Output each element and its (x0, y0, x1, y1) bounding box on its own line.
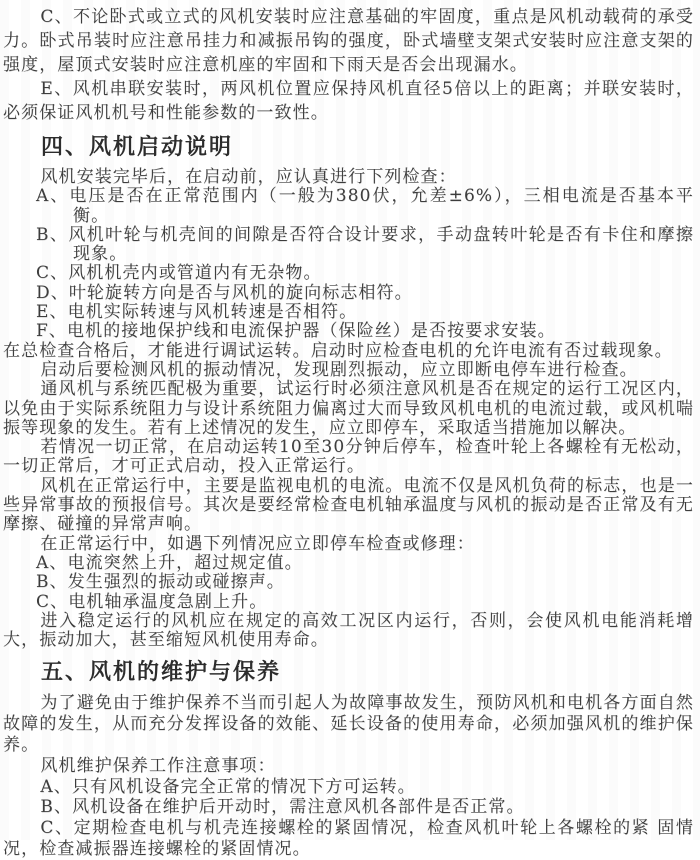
maintenance-note-b: B、风机设备在维护后开动时，需注意风机各部件是否正常。 (40, 797, 525, 818)
maintenance-section (3, 693, 694, 859)
section-heading-startup: 四、风机启动说明 (41, 135, 234, 160)
maintenance-note-a: A、只有风机设备完全正常的情况下方可运转。 (40, 776, 416, 797)
maintenance-note-c: C、定期检查电机与机壳连接螺栓的紧固情况，检查风机叶轮上各螺栓的紧 固情况，检查减振器连接螺栓的紧固情况。 (3, 818, 694, 859)
paragraph-maintenance-purpose: 为了避免由于维护保养不当而引起人为故障事故发生，预防风机和电机各方面自然故障的发生，从而充分发挥设备的效能、延长设备的使用寿命，必须加强风机的维护保养。 (3, 693, 694, 756)
stop-condition-c: C、电机轴承温度急剧上升。 (36, 591, 268, 612)
paragraph-install-item-c: C、不论卧式或立式的风机安装时应注意基础的牢固度，重点是风机动载荷的承受力。卧式吊装时应注意吊挂力和减振吊钩的强度，卧式墙壁支架式安装时应注意支架的强度，屋顶式安装时应注意机座的牢固和下雨天是否会出现漏水。 (3, 7, 694, 75)
paragraph-maintenance-notes-lead: 风机维护保养工作注意事项： (40, 755, 276, 776)
check-item-f: F、电机的接地保护线和电流保护器（保险丝）是否按要求安装。 (36, 321, 556, 342)
installation-section-tail (3, 5, 694, 125)
paragraph-system-matching: 通风机与系统匹配极为重要，试运行时必须注意风机是否在规定的运行工况区内，以免由于实际系统阻力与设计系统阻力偏离过大而导致风机电机的电流过载，或风机喘振等现象的发生。若有上述情况的发生，应立即停车，采取适当措施加以解决。 (3, 379, 694, 438)
check-item-e: E、电机实际转速与风机转速是否相符。 (36, 302, 358, 323)
paragraph-normal-operation: 风机在正常运行中，主要是监视电机的电流。电流不仅是风机负荷的标志，也是一些异常事故的预报信号。其次是要经常检查电机轴承温度与风机的振动是否正常及有无摩擦、碰撞的异常声响。 (3, 475, 694, 535)
paragraph-install-item-e: E、风机串联安装时，两风机位置应保持风机直径5倍以上的距离；并联安装时，必须保证风机机号和性能参数的一致性。 (3, 79, 694, 123)
section-heading-maintenance: 五、风机的维护与保养 (41, 660, 282, 686)
check-item-a: A、电压是否在正常范围内（一般为380伏，允差±6%），三相电流是否基本平衡。 (36, 186, 694, 226)
check-item-c: C、风机机壳内或管道内有无杂物。 (36, 263, 322, 284)
startup-section (3, 168, 694, 650)
paragraph-checklist-lead: 风机安装完毕后，在启动前，应认真进行下列检查： (40, 167, 457, 187)
paragraph-stop-conditions-lead: 在正常运行中，如遇下列情况应立即停车检查或修理： (40, 533, 475, 554)
paragraph-after-checks: 在总检查合格后，才能进行调试运转。启动时应检查电机的允许电流有否过载现象。 (3, 340, 673, 361)
paragraph-trial-run: 若情况一切正常，在启动运转10至30分钟后停车，检查叶轮上各螺栓有无松动，一切正常后，才可正式启动，投入正常运行。 (3, 437, 694, 477)
check-item-b: B、风机叶轮与机壳间的间隙是否符合设计要求，手动盘转叶轮是否有卡住和摩擦现象。 (36, 224, 694, 265)
stop-condition-b: B、发生强烈的振动或碰擦声。 (36, 572, 285, 593)
check-item-d: D、叶轮旋转方向是否与风机的旋向标志相符。 (36, 282, 413, 303)
stop-condition-a: A、电流突然上升，超过规定值。 (36, 552, 303, 573)
paragraph-vibration-check: 启动后要检测风机的振动情况，发现剧烈振动，应立即断电停车进行检查。 (40, 359, 638, 380)
paragraph-stable-operation: 进入稳定运行的风机应在规定的高效工况区内运行，否则，会使风机电能消耗增大，振动加大，甚至缩短风机使用寿命。 (3, 610, 694, 651)
